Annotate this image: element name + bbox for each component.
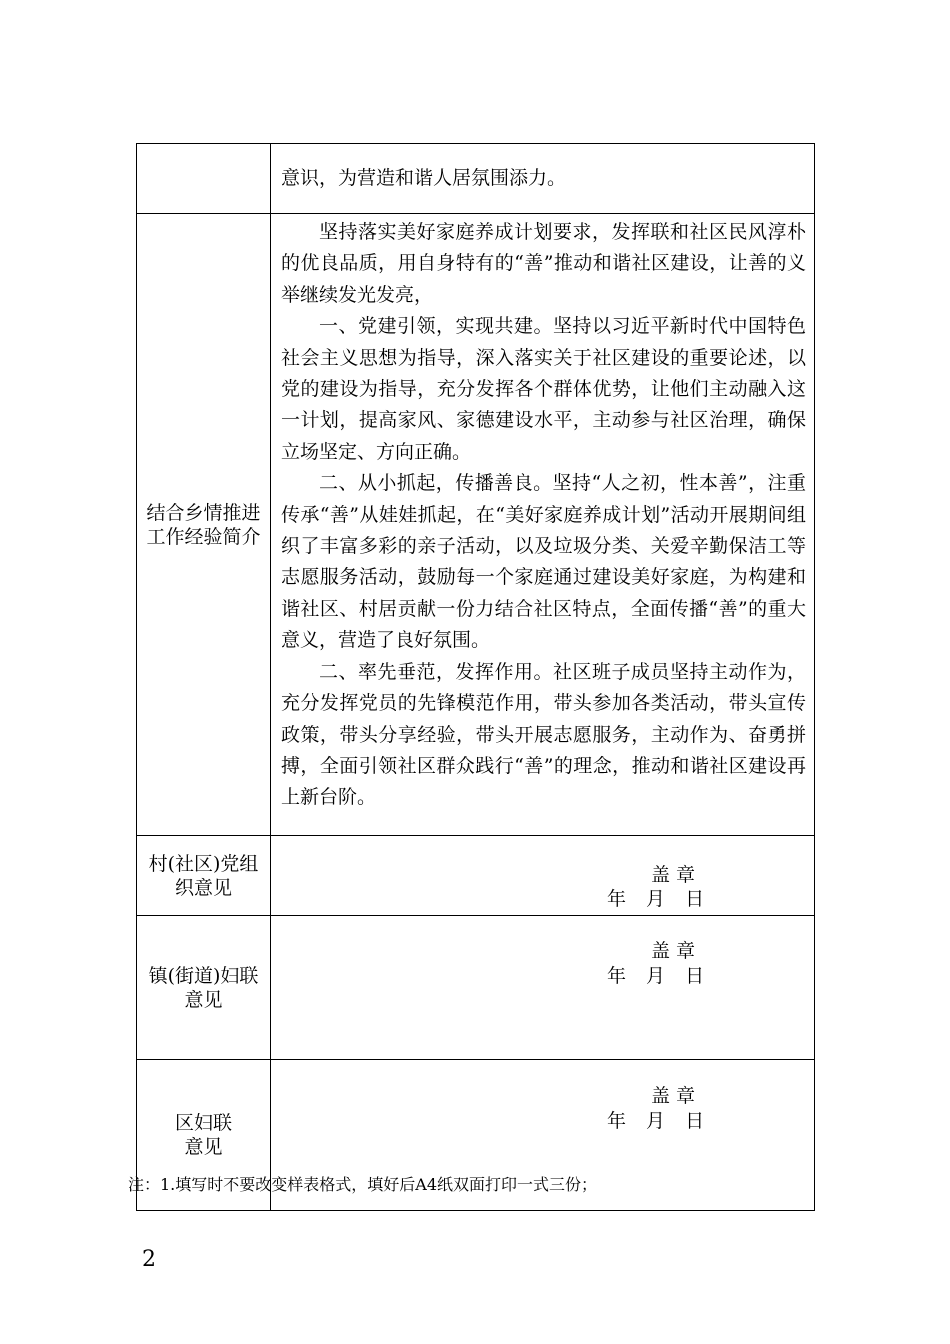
seal-label: 盖章	[651, 940, 702, 962]
village-opinion-label: 村(社区)党组织意见	[148, 852, 259, 899]
experience-row	[137, 214, 815, 836]
experience-label: 结合乡情推进工作经验简介	[146, 501, 261, 548]
form-note: 注：1.填写时不要改变样表格式，填好后A4纸双面打印一式三份；	[128, 1175, 598, 1194]
experience-label-cell	[137, 214, 271, 836]
town-opinion-field[interactable]	[271, 916, 815, 1060]
seal-label: 盖章	[651, 1085, 702, 1107]
village-opinion-label-cell	[137, 836, 271, 916]
village-opinion-field[interactable]	[271, 836, 815, 916]
town-opinion-label: 镇(街道)妇联意见	[148, 964, 259, 1011]
date-label: 年 月 日	[607, 1110, 705, 1132]
village-opinion-row	[137, 836, 815, 916]
date-label: 年 月 日	[607, 965, 705, 987]
town-opinion-row	[137, 916, 815, 1060]
date-label: 年 月 日	[607, 888, 705, 910]
experience-paragraph-kindness: 二、从小抓起，传播善良。坚持“人之初，性本善”，注重传承“善”从娃娃抓起，在“美好家庭养成计划”活动开展期间组织了丰富多彩的亲子活动，以及垃圾分类、关爱辛勤保洁工等志愿服务活动，鼓励每一个家庭通过建设美好家庭，为构建和谐社区、村居贡献一份力结合社区特点，全面传播“善”的重大意义，营造了良好氛围。	[281, 472, 806, 652]
experience-content-cell	[271, 214, 815, 836]
town-opinion-label-cell	[137, 916, 271, 1060]
continued-text: 意识，为营造和谐人居氛围添力。	[281, 167, 567, 189]
experience-paragraph-intro: 坚持落实美好家庭养成计划要求，发挥联和社区民风淳朴的优良品质，用自身特有的“善”推动和谐社区建设，让善的义举继续发光发亮，	[281, 221, 806, 306]
page-number: 2	[142, 1247, 156, 1272]
continued-content-cell	[271, 144, 815, 214]
application-form-table	[136, 143, 815, 1211]
experience-paragraph-leading: 二、率先垂范，发挥作用。社区班子成员坚持主动作为，充分发挥党员的先锋模范作用，带头参加各类活动，带头宣传政策，带头分享经验，带头开展志愿服务，主动作为、奋勇拼搏，全面引领社区群众践行“善”的理念，推动和谐社区建设再上新台阶。	[281, 660, 806, 809]
experience-paragraph-party-building: 一、党建引领，实现共建。坚持以习近平新时代中国特色社会主义思想为指导，深入落实关于社区建设的重要论述，以党的建设为指导，充分发挥各个群体优势，让他们主动融入这一计划，提高家风、家德建设水平，主动参与社区治理，确保立场坚定、方向正确。	[281, 315, 806, 463]
continued-row	[137, 144, 815, 214]
seal-label: 盖章	[651, 864, 702, 886]
empty-label-cell	[137, 144, 271, 214]
district-opinion-label: 区妇联意见	[174, 1112, 232, 1158]
